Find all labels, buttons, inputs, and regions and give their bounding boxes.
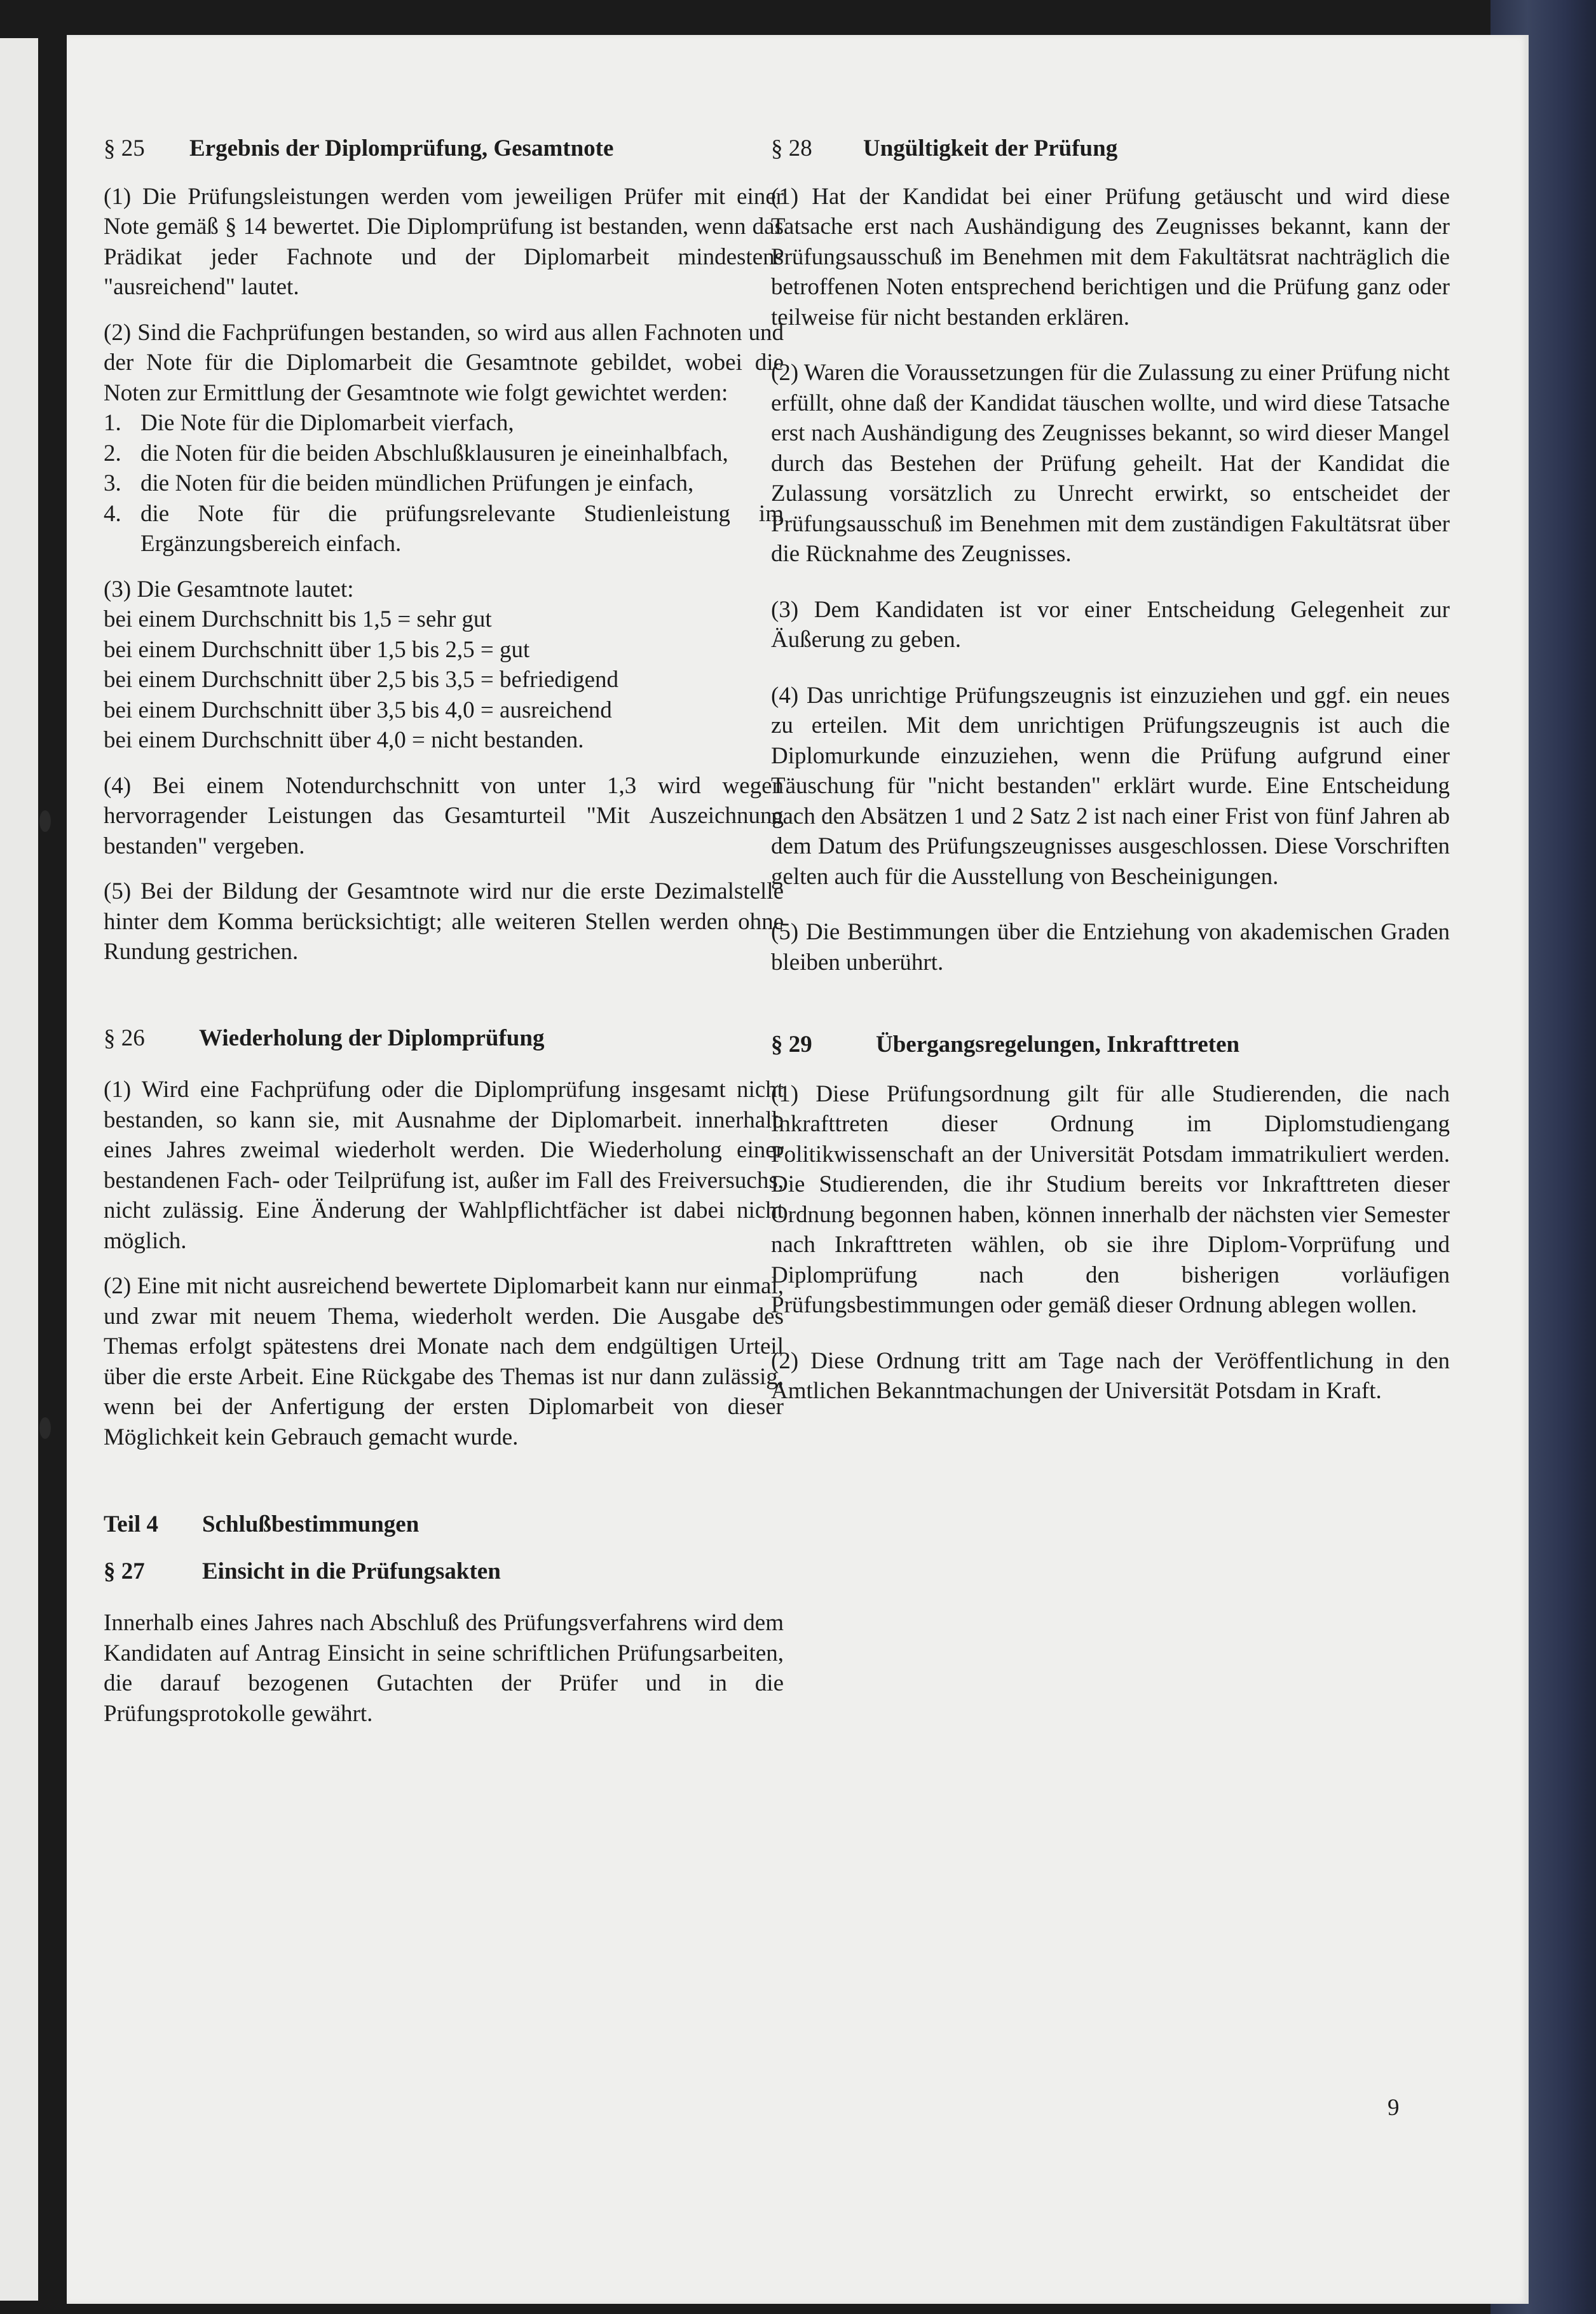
paragraph: (2) Sind die Fachprüfungen bestanden, so wird aus allen Fachnoten und der Note für die Diplomarbeit die Gesamtnote gebildet, wobei die Noten zur Ermittlung der Gesamtnote wie folgt gewichtet werden:: [104, 319, 784, 406]
section-25-heading: [104, 133, 784, 164]
paragraph: (5) Die Bestimmungen über die Entziehung von akademischen Graden bleiben unberührt.: [771, 919, 1450, 976]
paragraph: (1) Diese Prüfungsordnung gilt für alle Studierenden, die nach Inkrafttreten dieser Ordnung im Diplomstudiengang Politikwissenschaft an der Universität Potsdam immatrikuliert werden. Die Studierenden, die ihr Studium bereits vor Inkrafttreten dieser Ordnung begonnen haben, können innerhalb der nächsten vier Semester nach Inkrafttreten wählen, ob sie ihre Diplom-Vorprüfung und Diplomprüfung nach den bisherigen vorläufigen Prüfungsbestimmungen oder gemäß dieser Ordnung ablegen wollen.: [771, 1080, 1450, 1318]
part-number: Teil 4: [104, 1511, 159, 1537]
paragraph: (2) Eine mit nicht ausreichend bewertete Diplomarbeit kann nur einmal, und zwar mit neuem Thema, wiederholt werden. Die Ausgabe des Themas erfolgt spätestens drei Monate nach dem endgültigen Urteil über die erste Arbeit. Eine Rückgabe des Themas ist nur dann zulässig, wenn bei der Anfertigung der ersten Diplomarbeit von dieser Möglichkeit kein Gebrauch gemacht wurde.: [104, 1273, 784, 1450]
list-item: 2. die Noten für die beiden Abschlußklausuren je eineinhalbfach,: [104, 440, 728, 466]
paragraph: Innerhalb eines Jahres nach Abschluß des Prüfungsverfahrens wird dem Kandidaten auf Antrag Einsicht in seine schriftlichen Prüfungsarbeiten, die darauf bezogenen Gutachten der Prüfer und in die Prüfungsprotokolle gewährt.: [104, 1610, 784, 1727]
grade-scale: [104, 604, 784, 756]
paragraph: (3) Die Gesamtnote lautet:: [104, 576, 354, 602]
grade-line: bei einem Durchschnitt über 4,0 = nicht bestanden.: [104, 727, 584, 753]
binding-hole: [39, 810, 51, 832]
section-number: § 27: [104, 1558, 145, 1584]
paragraph: (4) Bei einem Notendurchschnitt von unter 1,3 wird wegen hervorragender Leistungen das Gesamturteil "Mit Auszeichnung bestanden" vergeben.: [104, 772, 784, 859]
paragraph: (4) Das unrichtige Prüfungszeugnis ist einzuziehen und ggf. ein neues zu erteilen. Mit dem unrichtigen Prüfungszeugnis ist auch die Diplomurkunde einzuziehen, wenn die Prüfung aufgrund einer Täuschung für "nicht bestanden" erklärt wurde. Eine Entscheidung nach den Absätzen 1 und 2 Satz 2 ist nach einer Frist von fünf Jahren ab dem Datum des Prüfungszeugnisses ausgeschlossen. Diese Vorschriften gelten auch für die Ausstellung von Bescheinigungen.: [771, 682, 1450, 890]
paragraph: (1) Hat der Kandidat bei einer Prüfung getäuscht und wird diese Tatsache erst nach Aushändigung des Zeugnisses bekannt, kann der Prüfungsausschuß im Benehmen mit dem Fakultätsrat nachträglich die betroffenen Noten entsprechend berichtigen und die Prüfung ganz oder teilweise für nicht bestanden erklären.: [771, 183, 1450, 330]
page-number: 9: [1388, 2095, 1400, 2121]
weighting-list: [104, 408, 784, 559]
section-29-heading: [771, 1030, 1450, 1060]
section-title: Ergebnis der Diplomprüfung, Gesamtnote: [189, 135, 614, 161]
binding-hole: [39, 1417, 51, 1439]
section-28-heading: [771, 133, 1450, 164]
grade-line: bei einem Durchschnitt über 3,5 bis 4,0 = ausreichend: [104, 697, 612, 723]
section-number: § 29: [771, 1031, 812, 1058]
section-26-heading: [104, 1023, 784, 1054]
section-title: Wiederholung der Diplomprüfung: [199, 1024, 545, 1051]
right-column: [771, 133, 1450, 1406]
paragraph: (1) Wird eine Fachprüfung oder die Diplomprüfung insgesamt nicht bestanden, so kann sie, mit Ausnahme der Diplomarbeit. innerhalb eines Jahres zweimal wiederholt werden. Die Wiederholung einer bestandenen Fach- oder Teilprüfung ist, außer im Fall des Freiversuchs, nicht zulässig. Eine Änderung der Wahlpflichtfächer ist dabei nicht möglich.: [104, 1077, 784, 1254]
left-column: [104, 133, 784, 1729]
grade-line: bei einem Durchschnitt über 1,5 bis 2,5 = gut: [104, 636, 530, 663]
grade-line: bei einem Durchschnitt bis 1,5 = sehr gut: [104, 606, 492, 632]
paragraph: (1) Die Prüfungsleistungen werden vom jeweiligen Prüfer mit einer Note gemäß § 14 bewertet. Die Diplomprüfung ist bestanden, wenn das Prädikat jeder Fachnote und der Diplomarbeit mindestens "ausreichend" lautet.: [104, 183, 784, 300]
list-item: 4. die Note für die prüfungsrelevante Studienleistung im Ergänzungsbereich einfach.: [104, 500, 784, 557]
section-title: Ungültigkeit der Prüfung: [863, 135, 1118, 161]
paragraph: (3) Dem Kandidaten ist vor einer Entscheidung Gelegenheit zur Äußerung zu geben.: [771, 596, 1450, 653]
section-number: § 25: [104, 135, 145, 161]
paragraph: (2) Diese Ordnung tritt am Tage nach der Veröffentlichung in den Amtlichen Bekanntmachungen der Universität Potsdam in Kraft.: [771, 1347, 1450, 1404]
grade-line: bei einem Durchschnitt über 2,5 bis 3,5 = befriedigend: [104, 667, 618, 693]
section-title: Übergangsregelungen, Inkrafttreten: [876, 1031, 1240, 1058]
part-4-heading: [104, 1509, 784, 1540]
section-number: § 26: [104, 1024, 145, 1051]
paragraph: (2) Waren die Voraussetzungen für die Zulassung zu einer Prüfung nicht erfüllt, ohne daß der Kandidat täuschen wollte, und wird diese Tatsache erst nach Aushändigung des Zeugnisses bekannt, so wird dieser Mangel durch das Bestehen der Prüfung geheilt. Hat der Kandidat die Zulassung vorsätzlich zu Unrecht erwirkt, so entscheidet der Prüfungsausschuß im Benehmen mit dem zuständigen Fakultätsrat über die Rücknahme des Zeugnisses.: [771, 360, 1450, 567]
list-item: 3. die Noten für die beiden mündlichen Prüfungen je einfach,: [104, 470, 694, 496]
section-27-heading: [104, 1556, 784, 1587]
previous-page-edge: [0, 38, 38, 2301]
list-item: 1. Die Note für die Diplomarbeit vierfach,: [104, 410, 514, 436]
section-title: Einsicht in die Prüfungsakten: [202, 1558, 501, 1584]
section-number: § 28: [771, 135, 812, 161]
paragraph: (5) Bei der Bildung der Gesamtnote wird nur die erste Dezimalstelle hinter dem Komma berücksichtigt; alle weiteren Stellen werden ohne Rundung gestrichen.: [104, 878, 784, 965]
document-page: [67, 35, 1529, 2304]
part-title: Schlußbestimmungen: [202, 1511, 419, 1537]
